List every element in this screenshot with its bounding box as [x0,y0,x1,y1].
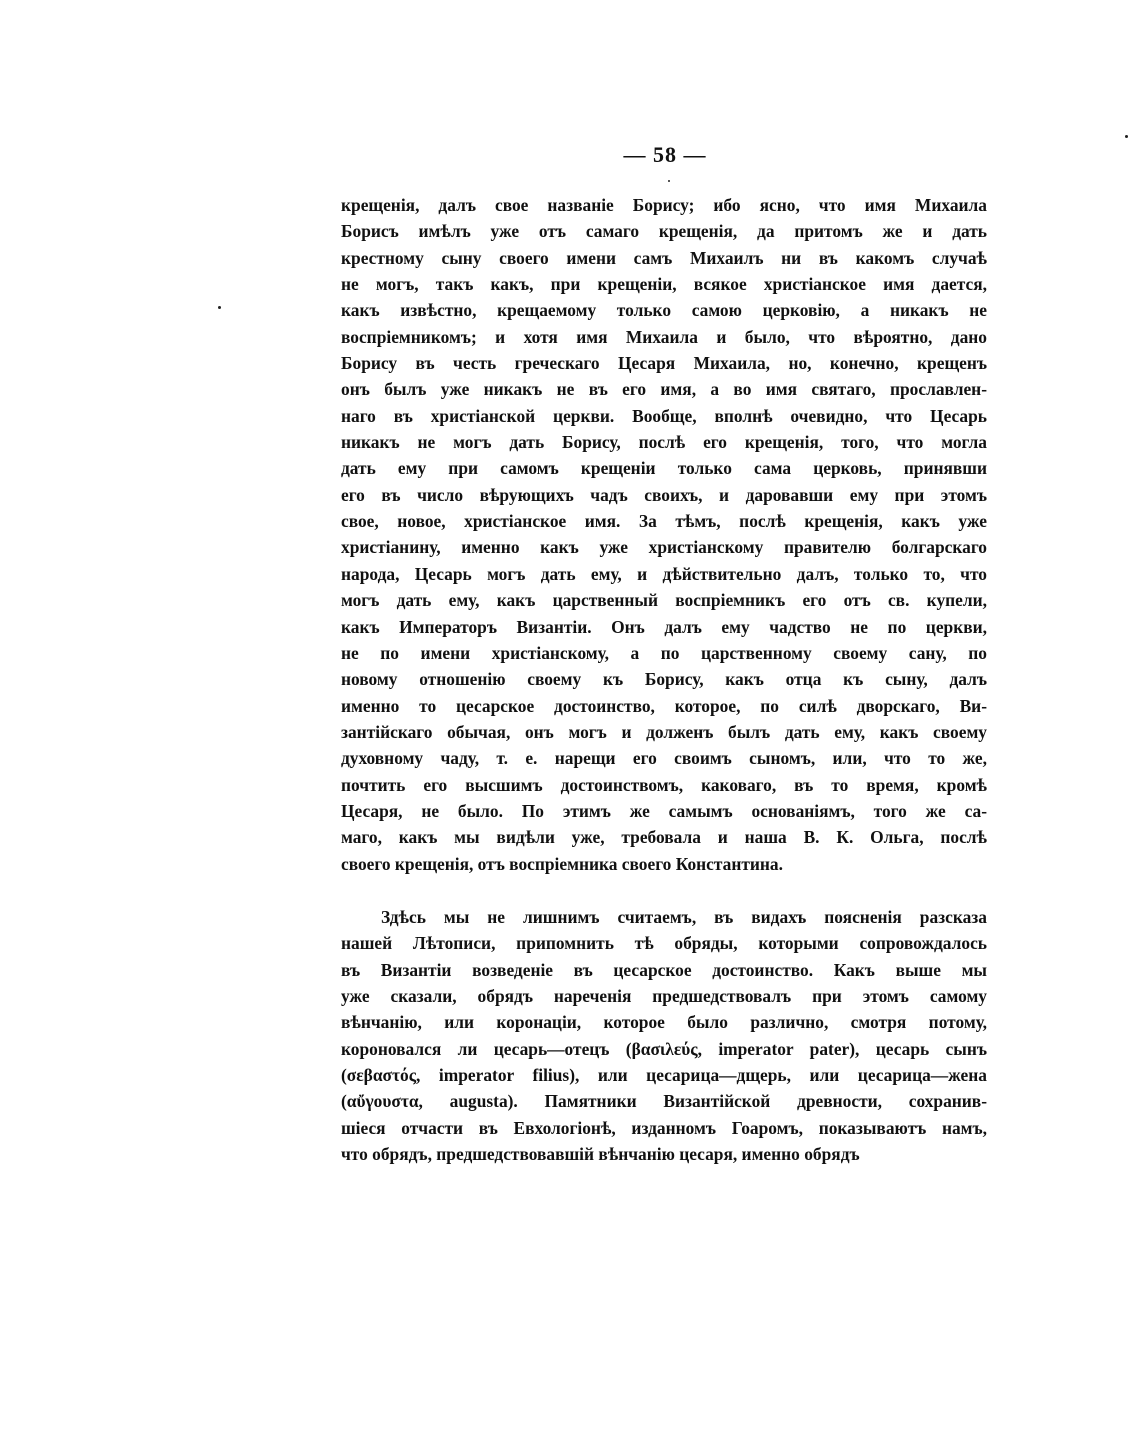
text-line: шіеся отчасти въ Евхологіонѣ, изданномъ Гоаромъ, показываютъ намъ, [341,1117,987,1138]
text-line: крестному сыну своего имени самъ Михаилъ ни въ какомъ случаѣ [341,247,987,268]
text-line: что обрядъ, предшедствовавшій вѣнчанію цесаря, именно обрядъ [341,1144,860,1165]
page-number: — 58 — [623,142,707,167]
text-line: христіанину, именно какъ уже христіанскому правителю болгарскаго [341,537,987,558]
text-line: (σεβαστός, imperator filius), или цесарица—дщерь, или цесарица—жена [341,1065,987,1086]
text-line: въ Византіи возведеніе въ цесарское достоинство. Какъ выше мы [341,959,987,980]
text-line: Борису въ честь греческаго Цесаря Михаила, но, конечно, крещенъ [341,353,987,374]
text-line: никакъ не могъ дать Борису, послѣ его крещенія, того, что могла [341,432,987,453]
text-line: зантійскаго обычая, онъ могъ и долженъ былъ дать ему, какъ своему [341,721,987,742]
text-line: уже сказали, обрядъ нареченія предшедствовалъ при этомъ самому [341,986,987,1007]
scan-speck [1125,135,1128,138]
text-line: наго въ христіанской церкви. Вообще, вполнѣ очевидно, что Цесарь [341,405,987,426]
text-line: (αὔγουστα, augusta). Памятники Византійской древности, сохранив- [341,1091,987,1112]
text-line: Здѣсь мы не лишнимъ считаемъ, въ видахъ поясненія разсказа [381,907,987,927]
text-line: его въ число вѣрующихъ чадъ своихъ, и даровавши ему при этомъ [341,484,987,505]
text-line: своего крещенія, отъ воспріемника своего Константина. [341,853,783,874]
text-line: воспріемникомъ; и хотя имя Михаила и было, что вѣроятно, дано [341,326,987,347]
text-line: не по имени христіанскому, а по царственному своему сану, по [341,642,987,663]
text-line: какъ Императоръ Византіи. Онъ далъ ему чадство не по церкви, [341,616,987,637]
text-line: новому отношенію своему къ Борису, какъ отца къ сыну, далъ [341,669,987,690]
text-line: именно то цесарское достоинство, которое, по силѣ дворскаго, Ви- [341,695,987,716]
text-line: Борисъ имѣлъ уже отъ самаго крещенія, да притомъ же и дать [341,221,987,242]
text-line: свое, новое, христіанское имя. За тѣмъ, послѣ крещенія, какъ уже [341,511,987,532]
text-line: почтить его высшимъ достоинствомъ, каковаго, въ то время, кромѣ [341,774,987,795]
text-line: могъ дать ему, какъ царственный воспріемникъ его отъ св. купели, [341,590,987,611]
paragraph-1 [341,192,987,877]
text-line: онъ былъ уже никакъ не въ его имя, а во имя святаго, прославлен- [341,379,987,400]
text-line: какъ извѣстно, крещаемому только самою церковію, а никакъ не [341,300,987,321]
scan-speck [218,306,221,309]
text-line: маго, какъ мы видѣли уже, требовала и наша В. К. Ольга, послѣ [341,827,987,848]
paragraph-2 [341,904,987,1167]
text-line: не могъ, такъ какъ, при крещеніи, всякое христіанское имя дается, [341,274,987,295]
text-line: народа, Цесарь могъ дать ему, и дѣйствительно далъ, только то, что [341,563,987,584]
text-line: короновался ли цесарь—отецъ (βασιλεύς, imperator pater), цесарь сынъ [341,1038,987,1059]
text-line: вѣнчанію, или коронаціи, которое было различно, смотря потому, [341,1012,987,1033]
text-line: нашей Лѣтописи, припомнить тѣ обряды, которыми сопровождалось [341,933,987,954]
text-line: духовному чаду, т. е. нарещи его своимъ сыномъ, или, что то же, [341,748,987,769]
text-line: Цесаря, не было. По этимъ же самымъ основаніямъ, того же са- [341,800,987,821]
text-line: дать ему при самомъ крещеніи только сама церковь, принявши [341,458,987,479]
text-line: крещенія, далъ свое названіе Борису; ибо ясно, что имя Михаила [341,195,987,215]
scan-speck [668,180,670,182]
